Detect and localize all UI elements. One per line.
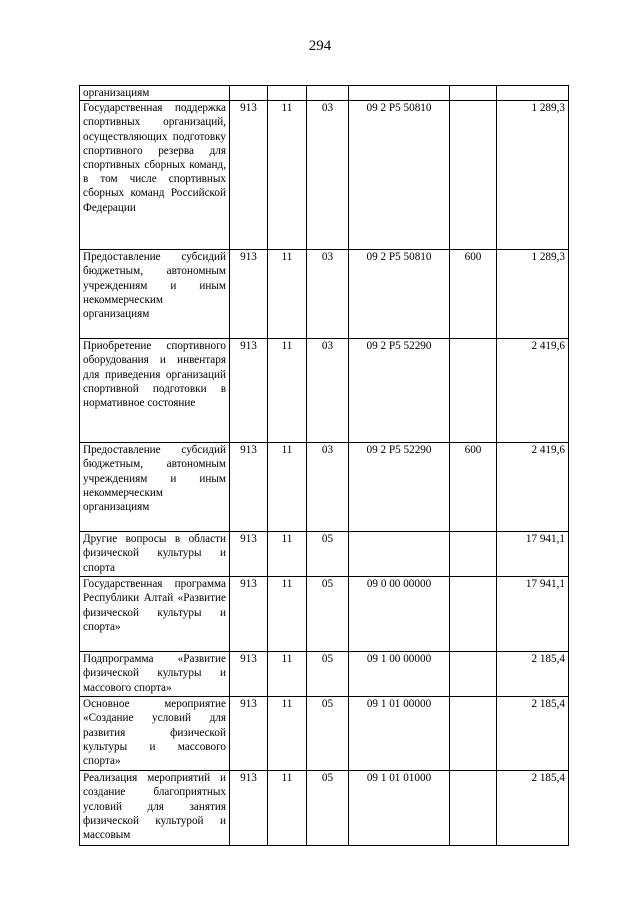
row-csr: 09 2 P5 52290 [349, 443, 450, 532]
row-csr: 09 2 P5 52290 [349, 339, 450, 443]
row-grbs: 913 [230, 771, 268, 846]
row-name: Подпрограмма «Развитие физической культуры и массового спорта» [80, 652, 230, 697]
row-csr: 09 0 00 00000 [349, 577, 450, 652]
row-rz: 11 [268, 577, 307, 652]
row-csr [349, 532, 450, 577]
row-vr [450, 577, 497, 652]
row-pr: 05 [307, 532, 349, 577]
row-grbs: 913 [230, 577, 268, 652]
row-rz: 11 [268, 532, 307, 577]
row-name: Основное мероприятие «Создание условий для развития физической культуры и массового спорта» [80, 697, 230, 771]
row-csr [349, 86, 450, 101]
table-row [80, 86, 569, 101]
row-vr [450, 697, 497, 771]
row-pr: 03 [307, 101, 349, 250]
table-row [80, 101, 569, 250]
row-csr: 09 2 P5 50810 [349, 250, 450, 339]
row-rz: 11 [268, 339, 307, 443]
row-pr: 05 [307, 697, 349, 771]
row-sum: 1 289,3 [497, 250, 569, 339]
row-sum [497, 86, 569, 101]
row-grbs: 913 [230, 250, 268, 339]
row-pr: 03 [307, 250, 349, 339]
table-row [80, 771, 569, 846]
row-pr: 05 [307, 652, 349, 697]
row-vr [450, 532, 497, 577]
table-row [80, 577, 569, 652]
table-row [80, 697, 569, 771]
table-row [80, 339, 569, 443]
row-sum: 17 941,1 [497, 532, 569, 577]
row-name: Предоставление субсидий бюджетным, автономным учреждениям и иным некоммерческим организациям [80, 443, 230, 532]
row-name: Государственная программа Республики Алтай «Развитие физической культуры и спорта» [80, 577, 230, 652]
row-grbs: 913 [230, 652, 268, 697]
row-vr [450, 771, 497, 846]
budget-table [79, 85, 569, 846]
row-pr [307, 86, 349, 101]
row-grbs: 913 [230, 339, 268, 443]
row-grbs: 913 [230, 697, 268, 771]
table-row [80, 250, 569, 339]
row-name: Реализация мероприятий и создание благоприятных условий для занятия физической культурой и массовым [80, 771, 230, 846]
row-vr: 600 [450, 250, 497, 339]
row-pr: 03 [307, 339, 349, 443]
row-grbs: 913 [230, 101, 268, 250]
row-sum: 2 185,4 [497, 771, 569, 846]
table-row [80, 532, 569, 577]
row-pr: 03 [307, 443, 349, 532]
row-rz [268, 86, 307, 101]
row-grbs: 913 [230, 443, 268, 532]
row-rz: 11 [268, 697, 307, 771]
row-vr: 600 [450, 443, 497, 532]
row-sum: 2 185,4 [497, 697, 569, 771]
row-rz: 11 [268, 443, 307, 532]
row-grbs: 913 [230, 532, 268, 577]
page-number: 294 [308, 38, 332, 54]
row-sum: 2 419,6 [497, 339, 569, 443]
row-csr: 09 1 01 00000 [349, 697, 450, 771]
row-grbs [230, 86, 268, 101]
row-sum: 1 289,3 [497, 101, 569, 250]
row-csr: 09 2 P5 50810 [349, 101, 450, 250]
table-row [80, 443, 569, 532]
row-sum: 17 941,1 [497, 577, 569, 652]
row-name: организациям [80, 86, 230, 101]
row-pr: 05 [307, 577, 349, 652]
row-csr: 09 1 00 00000 [349, 652, 450, 697]
row-vr [450, 86, 497, 101]
row-rz: 11 [268, 101, 307, 250]
row-rz: 11 [268, 250, 307, 339]
row-name: Другие вопросы в области физической культуры и спорта [80, 532, 230, 577]
row-name: Предоставление субсидий бюджетным, автономным учреждениям и иным некоммерческим организациям [80, 250, 230, 339]
row-rz: 11 [268, 652, 307, 697]
table-row [80, 652, 569, 697]
row-sum: 2 185,4 [497, 652, 569, 697]
row-sum: 2 419,6 [497, 443, 569, 532]
row-vr [450, 101, 497, 250]
row-pr: 05 [307, 771, 349, 846]
row-vr [450, 652, 497, 697]
row-name: Приобретение спортивного оборудования и инвентаря для приведения организаций спортивной подготовки в нормативное состояние [80, 339, 230, 443]
row-rz: 11 [268, 771, 307, 846]
row-csr: 09 1 01 01000 [349, 771, 450, 846]
row-name: Государственная поддержка спортивных организаций, осуществляющих подготовку спортивного резерва для спортивных сборных команд, в том числе спортивных сборных команд Российской Федерации [80, 101, 230, 250]
row-vr [450, 339, 497, 443]
